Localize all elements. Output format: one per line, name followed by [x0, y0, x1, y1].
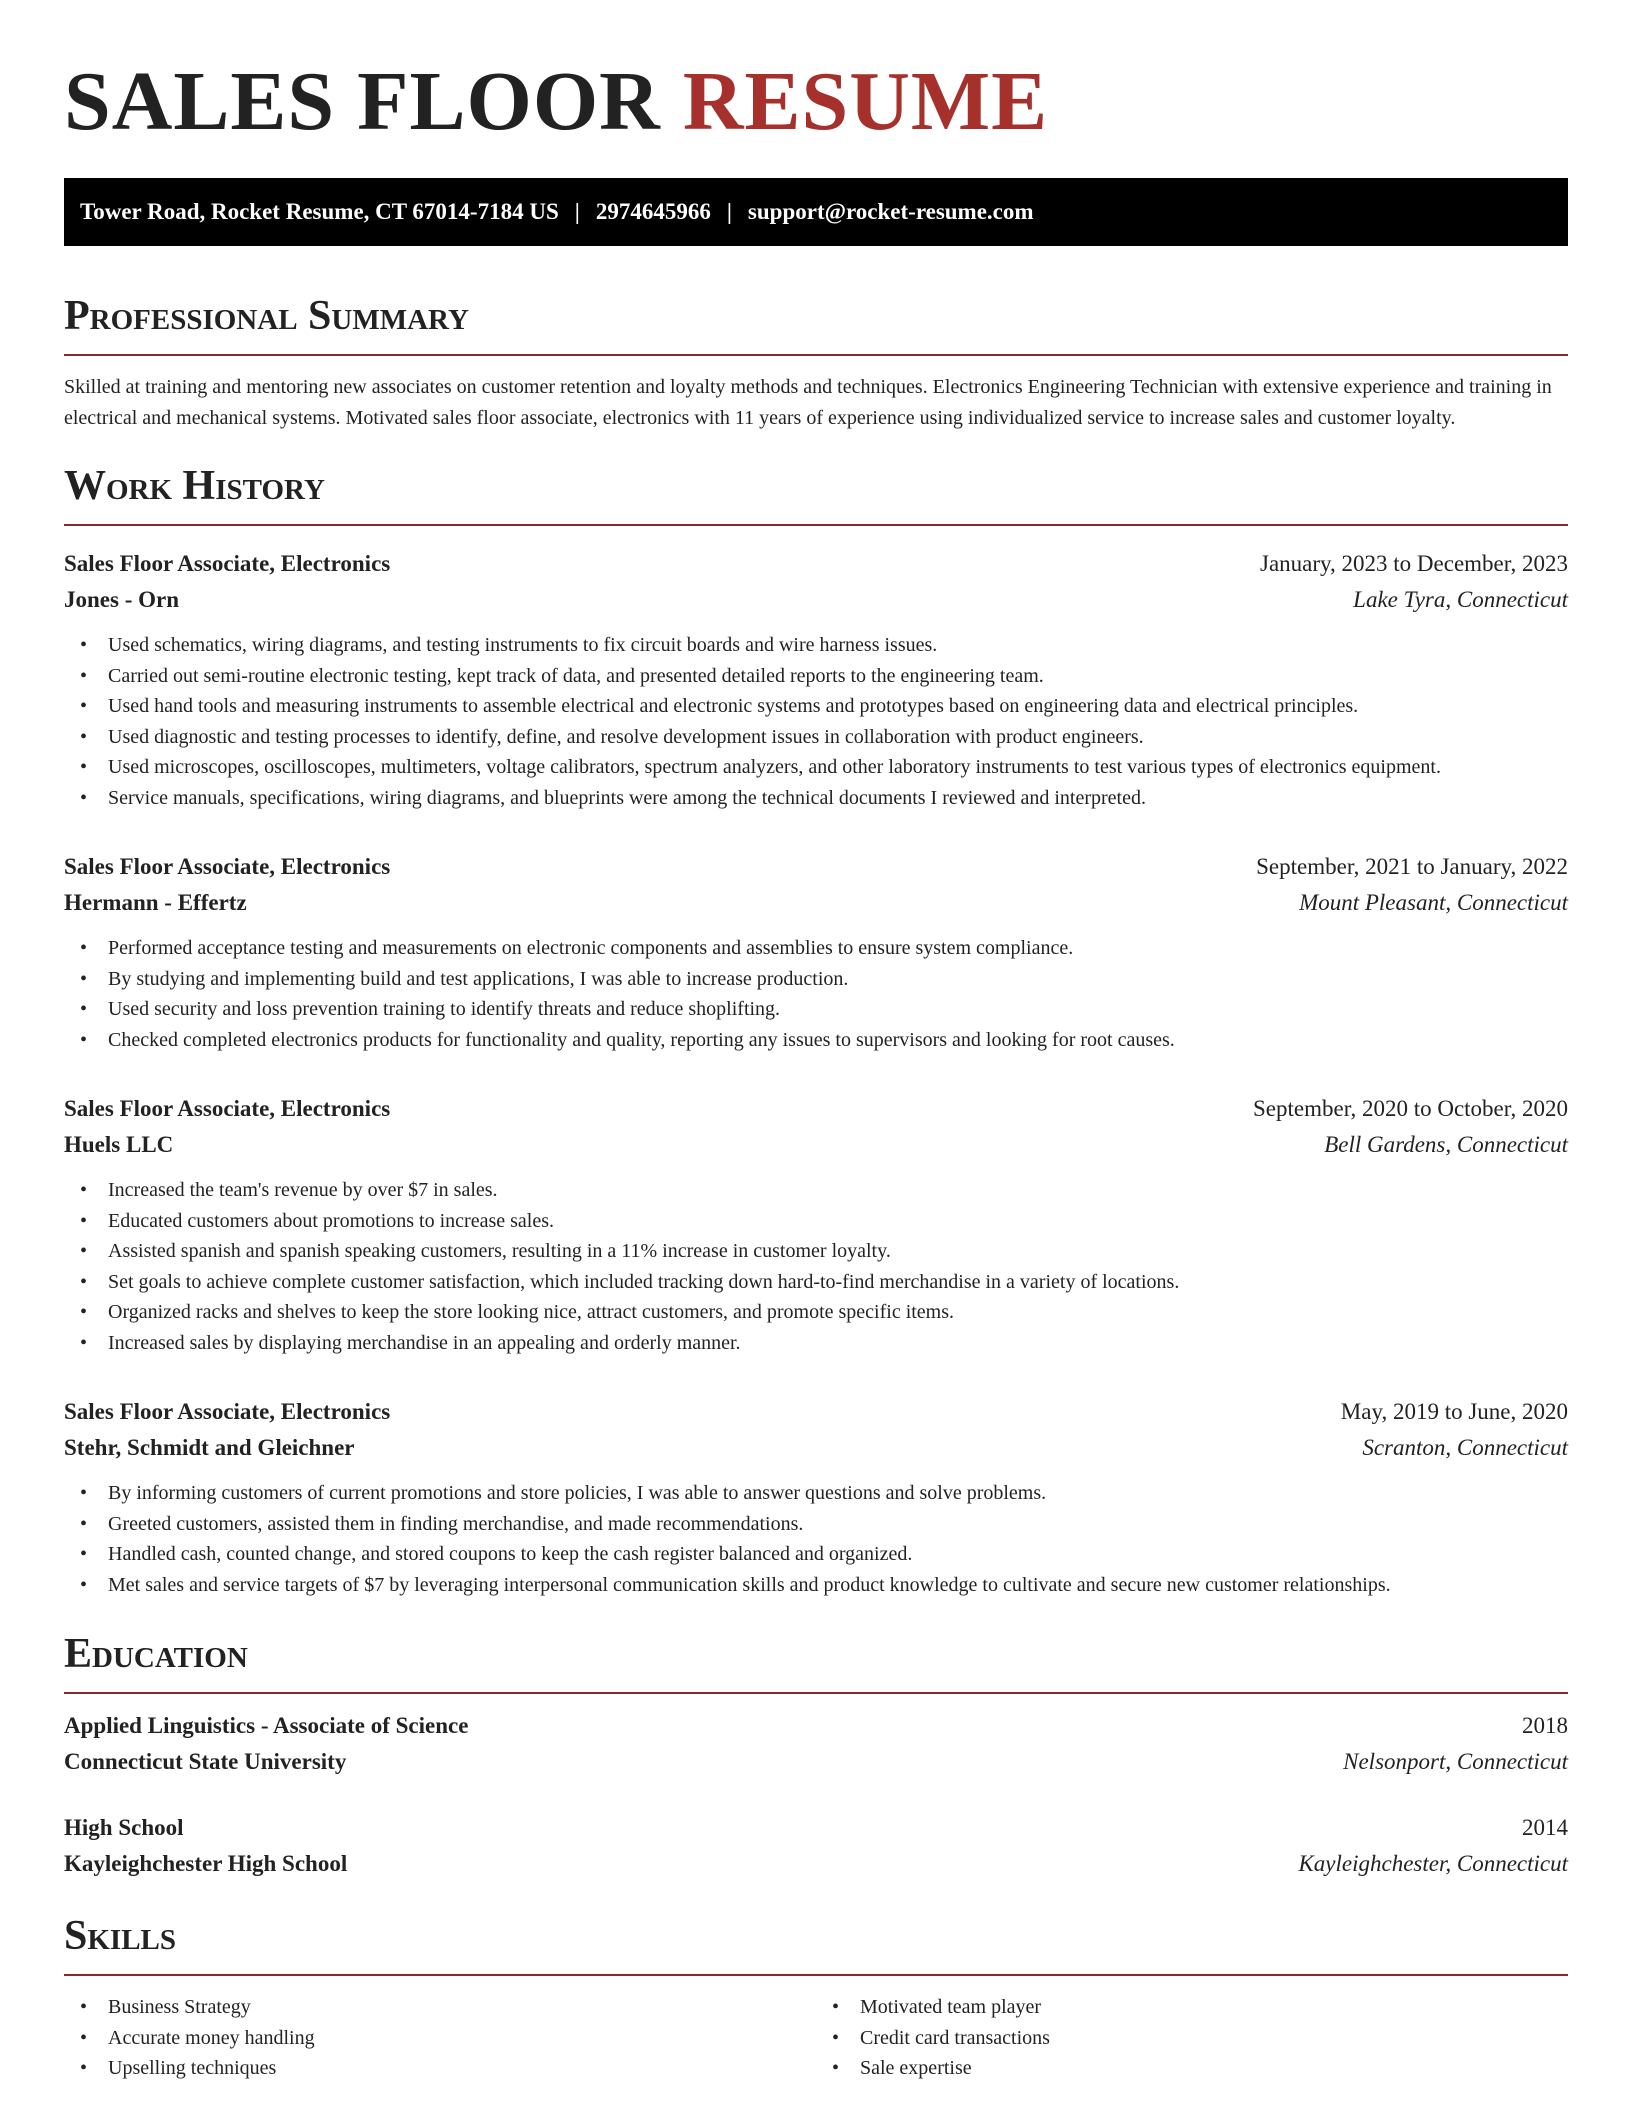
job-title: Sales Floor Associate, Electronics [64, 854, 391, 879]
list-item [64, 1539, 1568, 1570]
list-item [64, 1509, 1568, 1540]
work-history-section [64, 460, 1568, 1600]
resume-name [64, 56, 1568, 148]
skills-list-right [816, 1992, 1568, 2084]
bullet-dot: • [832, 2026, 840, 2049]
bullet-dot: • [80, 2057, 88, 2079]
list-item [64, 1297, 1568, 1328]
bullet-dot: • [80, 998, 88, 1020]
job-header-row [64, 1091, 1568, 1127]
bullet-dot: • [80, 756, 88, 778]
list-item [816, 2053, 1568, 2084]
job-location: Bell Gardens, Connecticut [1324, 1132, 1568, 1157]
list-item-text: By studying and implementing build and test applications, I was able to increase production. [108, 967, 849, 990]
bullet-dot: • [80, 2026, 88, 2049]
name-accent: RESUME [682, 55, 1049, 148]
job-company-row [64, 885, 1568, 921]
bullet-dot: • [80, 1179, 88, 1201]
list-item [64, 630, 1568, 661]
education-entry [64, 1708, 1568, 1780]
education-year: 2014 [1522, 1815, 1568, 1840]
bullet-dot: • [832, 1996, 840, 2018]
list-item-text: Business Strategy [108, 1996, 251, 2018]
bullet-dot: • [80, 1996, 88, 2018]
section-divider [64, 524, 1568, 526]
bullet-dot: • [80, 664, 88, 687]
education-section [64, 1628, 1568, 1882]
bullet-dot: • [80, 634, 88, 656]
job-location: Scranton, Connecticut [1362, 1435, 1568, 1460]
education-year: 2018 [1522, 1713, 1568, 1738]
job-dates: January, 2023 to December, 2023 [1260, 551, 1568, 576]
job-company: Hermann - Effertz [64, 890, 247, 915]
skills-column-right [816, 1992, 1568, 2084]
list-item [64, 933, 1568, 964]
section-title-work: Work History [64, 463, 325, 509]
skills-list-left [64, 1992, 816, 2084]
list-item [64, 691, 1568, 722]
bullet-dot: • [80, 937, 88, 959]
list-item [64, 1025, 1568, 1056]
summary-text: Skilled at training and mentoring new associates on customer retention and loyalty methods and techniques. Electronics Engineering Technician with extensive experience and training in electrical and mechanical systems. Motivated sales floor associate, electronics with 11 years of experience using individualized service to increase sales and customer loyalty. [64, 376, 1552, 429]
education-school-row [64, 1846, 1568, 1882]
list-item-text: Handled cash, counted change, and stored coupons to keep the cash register balanced and organized. [108, 1543, 913, 1565]
skills-section [64, 1910, 1568, 2084]
list-item-text: Checked completed electronics products for functionality and quality, reporting any issues to supervisors and looking for root causes. [108, 1028, 1175, 1051]
job-entry [64, 1091, 1568, 1358]
education-school: Connecticut State University [64, 1749, 347, 1774]
contact-email[interactable]: support@rocket-resume.com [747, 199, 1034, 224]
list-item-text: Used schematics, wiring diagrams, and testing instruments to fix circuit boards and wire harness issues. [108, 634, 938, 656]
summary-section [64, 290, 1568, 434]
section-title-skills: Skills [64, 1913, 177, 1959]
list-item-text: Service manuals, specifications, wiring diagrams, and blueprints were among the technical documents I reviewed and interpreted. [108, 786, 1146, 809]
list-item-text: Increased sales by displaying merchandise in an appealing and orderly manner. [108, 1331, 741, 1354]
list-item-text: Credit card transactions [860, 2026, 1050, 2049]
bullet-dot: • [80, 1512, 88, 1535]
list-item-text: Used hand tools and measuring instruments to assemble electrical and electronic systems and prototypes based on engineering data and electrical principles. [108, 695, 1359, 717]
education-list [64, 1708, 1568, 1882]
job-title: Sales Floor Associate, Electronics [64, 551, 391, 576]
education-degree: Applied Linguistics - Associate of Science [64, 1713, 469, 1738]
bullet-dot: • [80, 1270, 88, 1293]
list-item [64, 1478, 1568, 1509]
job-location: Mount Pleasant, Connecticut [1299, 890, 1568, 915]
list-item-text: Assisted spanish and spanish speaking customers, resulting in a 11% increase in customer loyalty. [108, 1240, 891, 1262]
contact-phone[interactable]: 2974645966 [595, 199, 711, 224]
bullet-dot: • [80, 1028, 88, 1051]
list-item [64, 1236, 1568, 1267]
bullet-dot: • [80, 786, 88, 809]
list-item [64, 994, 1568, 1025]
contact-separator: | [574, 199, 580, 224]
bullet-dot: • [80, 725, 88, 748]
list-item [64, 1267, 1568, 1298]
bullet-dot: • [832, 2057, 840, 2079]
list-item [64, 1328, 1568, 1359]
job-company-row [64, 582, 1568, 618]
list-item-text: Used diagnostic and testing processes to identify, define, and resolve development issues in collaboration with product engineers. [108, 725, 1144, 748]
list-item [64, 1175, 1568, 1206]
job-header-row [64, 849, 1568, 885]
list-item-text: Organized racks and shelves to keep the store looking nice, attract customers, and promote specific items. [108, 1301, 955, 1323]
list-item-text: Performed acceptance testing and measurements on electronic components and assemblies to ensure system compliance. [108, 937, 1074, 959]
skills-column-left [64, 1992, 816, 2084]
bullet-dot: • [80, 1301, 88, 1323]
list-item [64, 661, 1568, 692]
list-item-text: Motivated team player [860, 1996, 1042, 2018]
job-entry [64, 546, 1568, 813]
contact-bar [64, 178, 1568, 246]
list-item [64, 2053, 816, 2084]
education-header-row [64, 1810, 1568, 1846]
bullet-dot: • [80, 1482, 88, 1504]
list-item [64, 722, 1568, 753]
bullet-dot: • [80, 695, 88, 717]
job-dates: September, 2021 to January, 2022 [1256, 854, 1568, 879]
job-dates: May, 2019 to June, 2020 [1340, 1399, 1568, 1424]
list-item-text: Greeted customers, assisted them in finding merchandise, and made recommendations. [108, 1512, 804, 1535]
list-item [64, 1992, 816, 2023]
list-item [64, 2023, 816, 2054]
job-company: Jones - Orn [64, 587, 179, 612]
list-item-text: By informing customers of current promotions and store policies, I was able to answer questions and solve problems. [108, 1482, 1047, 1504]
job-title: Sales Floor Associate, Electronics [64, 1096, 391, 1121]
list-item-text: Used security and loss prevention training to identify threats and reduce shoplifting. [108, 998, 781, 1020]
list-item [816, 2023, 1568, 2054]
section-divider [64, 1974, 1568, 1976]
bullet-dot: • [80, 1331, 88, 1354]
job-company: Stehr, Schmidt and Gleichner [64, 1435, 355, 1460]
job-bullets [64, 630, 1568, 813]
bullet-dot: • [80, 967, 88, 990]
section-title-education: Education [64, 1631, 248, 1677]
section-divider [64, 354, 1568, 356]
contact-separator: | [726, 199, 732, 224]
list-item-text: Accurate money handling [108, 2026, 315, 2049]
education-location: Kayleighchester, Connecticut [1298, 1851, 1568, 1876]
list-item-text: Educated customers about promotions to increase sales. [108, 1209, 554, 1232]
list-item-text: Upselling techniques [108, 2057, 277, 2079]
job-header-row [64, 1394, 1568, 1430]
job-entry [64, 849, 1568, 1055]
list-item-text: Sale expertise [860, 2057, 972, 2079]
list-item [64, 752, 1568, 783]
education-entry [64, 1810, 1568, 1882]
name-main: SALES FLOOR [64, 55, 661, 148]
bullet-dot: • [80, 1209, 88, 1232]
job-company-row [64, 1127, 1568, 1163]
contact-address: Tower Road, Rocket Resume, CT 67014-7184 US [80, 199, 559, 224]
job-bullets [64, 1478, 1568, 1600]
education-header-row [64, 1708, 1568, 1744]
education-school: Kayleighchester High School [64, 1851, 348, 1876]
list-item-text: Set goals to achieve complete customer satisfaction, which included tracking down hard-to-find merchandise in a variety of locations. [108, 1270, 1180, 1293]
job-bullets [64, 933, 1568, 1055]
list-item-text: Used microscopes, oscilloscopes, multimeters, voltage calibrators, spectrum analyzers, and other laboratory instruments to test various types of electronics equipment. [108, 756, 1441, 778]
bullet-dot: • [80, 1240, 88, 1262]
list-item-text: Increased the team's revenue by over $7 in sales. [108, 1179, 498, 1201]
job-company-row [64, 1430, 1568, 1466]
education-school-row [64, 1744, 1568, 1780]
job-title: Sales Floor Associate, Electronics [64, 1399, 391, 1424]
skills-grid [64, 1992, 1568, 2084]
job-header-row [64, 546, 1568, 582]
list-item [64, 1206, 1568, 1237]
job-list [64, 546, 1568, 1600]
education-location: Nelsonport, Connecticut [1343, 1749, 1568, 1774]
job-location: Lake Tyra, Connecticut [1353, 587, 1568, 612]
list-item-text: Carried out semi-routine electronic testing, kept track of data, and presented detailed reports to the engineering team. [108, 664, 1044, 687]
list-item [64, 783, 1568, 814]
list-item [816, 1992, 1568, 2023]
section-divider [64, 1692, 1568, 1694]
education-degree: High School [64, 1815, 184, 1840]
bullet-dot: • [80, 1573, 88, 1596]
bullet-dot: • [80, 1543, 88, 1565]
list-item-text: Met sales and service targets of $7 by leveraging interpersonal communication skills and product knowledge to cultivate and secure new customer relationships. [108, 1573, 1391, 1596]
job-entry [64, 1394, 1568, 1600]
section-title-summary: Professional Summary [64, 293, 469, 339]
job-company: Huels LLC [64, 1132, 174, 1157]
job-dates: September, 2020 to October, 2020 [1253, 1096, 1568, 1121]
list-item [64, 1570, 1568, 1601]
list-item [64, 964, 1568, 995]
job-bullets [64, 1175, 1568, 1358]
